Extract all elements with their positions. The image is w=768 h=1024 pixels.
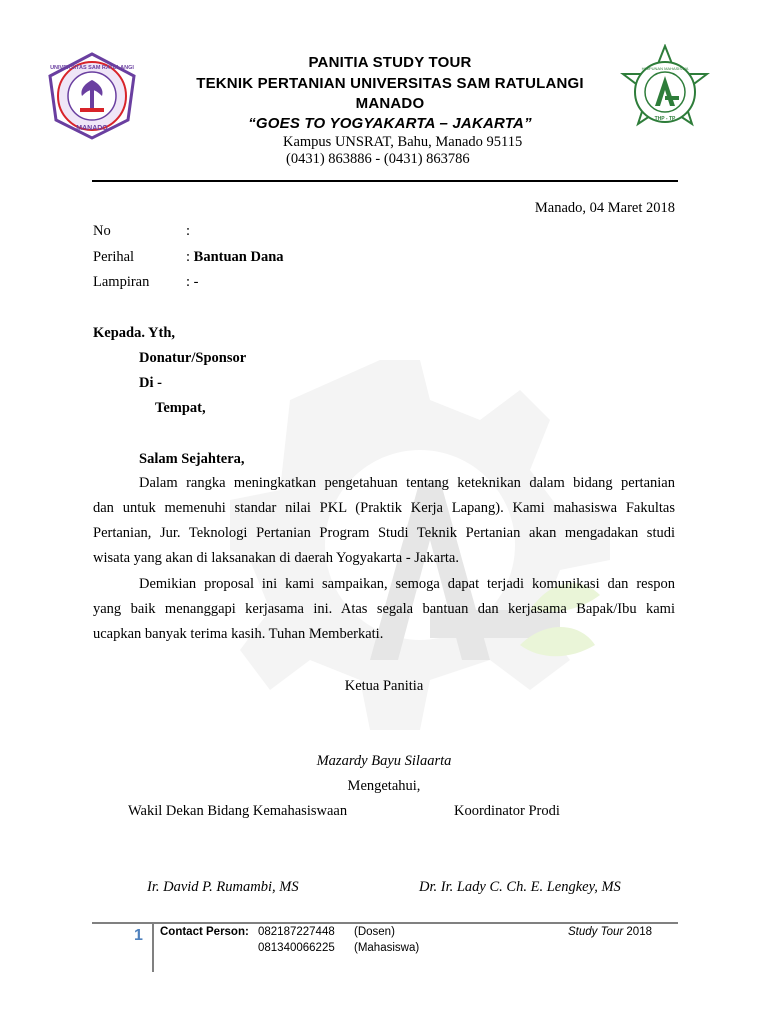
wakil-dekan-title: Wakil Dekan Bidang Kemahasiswaan bbox=[128, 803, 348, 819]
paragraph-2-line: ucapkan banyak terima kasih. Tuhan Memberkati. bbox=[93, 626, 384, 642]
salam-line: Salam Sejahtera, bbox=[139, 451, 245, 467]
page-number: 1 bbox=[134, 927, 143, 944]
perihal-colon: : bbox=[186, 249, 191, 265]
letterhead-line-1: PANITIA STUDY TOUR bbox=[308, 54, 472, 71]
hmtp-logo-code: THP - TP bbox=[654, 116, 676, 122]
letterhead-line-3: MANADO bbox=[355, 95, 425, 112]
svg-text:HIMPUNAN MAHASISWA: HIMPUNAN MAHASISWA bbox=[641, 66, 689, 71]
koordinator-name: Dr. Ir. Lady C. Ch. E. Lengkey, MS bbox=[419, 879, 621, 895]
lampiran-value: : - bbox=[186, 274, 199, 290]
paragraph-2-line: yang baik menanggapi kerjasama ini. Atas segala bantuan dan kerjasama Bapak/Ibu kami bbox=[93, 601, 675, 617]
recipient-line: Donatur/Sponsor bbox=[139, 350, 247, 366]
footer-study-tour-label: Study Tour bbox=[568, 926, 624, 938]
letterhead-line-2: TEKNIK PERTANIAN UNIVERSITAS SAM RATULANGI bbox=[196, 75, 584, 92]
contact-phone-1: 082187227448 bbox=[258, 926, 335, 938]
unsrat-logo bbox=[48, 52, 136, 140]
footer-vertical-divider bbox=[152, 924, 154, 972]
letterhead-address: Kampus UNSRAT, Bahu, Manado 95115 bbox=[283, 134, 523, 150]
contact-role-2: (Mahasiswa) bbox=[354, 942, 420, 954]
ketua-name: Mazardy Bayu Silaarta bbox=[316, 753, 452, 769]
contact-label: Contact Person: bbox=[160, 926, 249, 938]
wakil-dekan-name: Ir. David P. Rumambi, MS bbox=[147, 879, 299, 895]
svg-text:UNIVERSITAS SAM RATULANGI: UNIVERSITAS SAM RATULANGI bbox=[50, 65, 134, 71]
letterhead-tagline: “GOES TO YOGYAKARTA – JAKARTA” bbox=[248, 115, 532, 132]
contact-role-1: (Dosen) bbox=[354, 926, 395, 938]
letterhead-phone: (0431) 863886 - (0431) 863786 bbox=[286, 151, 470, 167]
mengetahui-line: Mengetahui, bbox=[347, 778, 421, 794]
contact-phone-2: 081340066225 bbox=[258, 942, 335, 954]
paragraph-1-line: dan untuk memenuhi standar nilai PKL (Praktik Kerja Lapang). Kami mahasiswa Fakultas bbox=[93, 500, 675, 516]
letterhead-divider bbox=[92, 180, 678, 182]
lampiran-label: Lampiran bbox=[93, 274, 150, 290]
paragraph-1-line: Dalam rangka meningkatkan pengetahuan tentang keteknikan dalam bidang pertanian bbox=[139, 475, 675, 491]
perihal-field bbox=[186, 245, 284, 270]
perihal-label: Perihal bbox=[93, 249, 135, 265]
paragraph-2 bbox=[93, 572, 675, 647]
unsrat-logo-manado: MANADO bbox=[76, 125, 108, 132]
footer-study-tour bbox=[568, 926, 652, 938]
koordinator-title: Koordinator Prodi bbox=[454, 803, 560, 819]
paragraph-1-line: wisata yang akan di laksanakan di daerah Yogyakarta - Jakarta. bbox=[93, 550, 459, 566]
ketua-title: Ketua Panitia bbox=[344, 678, 424, 694]
perihal-value: Bantuan Dana bbox=[193, 249, 284, 265]
tempat-line: Tempat, bbox=[155, 400, 206, 416]
paragraph-2-line: Demikian proposal ini kami sampaikan, semoga dapat terjadi komunikasi dan respon bbox=[139, 576, 675, 592]
letter-date: Manado, 04 Maret 2018 bbox=[534, 200, 675, 216]
di-line: Di - bbox=[139, 375, 162, 391]
paragraph-1-line: Pertanian, Jur. Teknologi Pertanian Program Studi Teknik Pertanian akan mengadakan studi bbox=[93, 525, 675, 541]
footer-year: 2018 bbox=[626, 926, 652, 938]
no-label: No bbox=[93, 223, 111, 239]
no-value: : bbox=[186, 223, 191, 239]
kepada-line: Kepada. Yth, bbox=[93, 325, 176, 341]
footer-divider bbox=[92, 922, 678, 924]
paragraph-1 bbox=[93, 471, 675, 571]
